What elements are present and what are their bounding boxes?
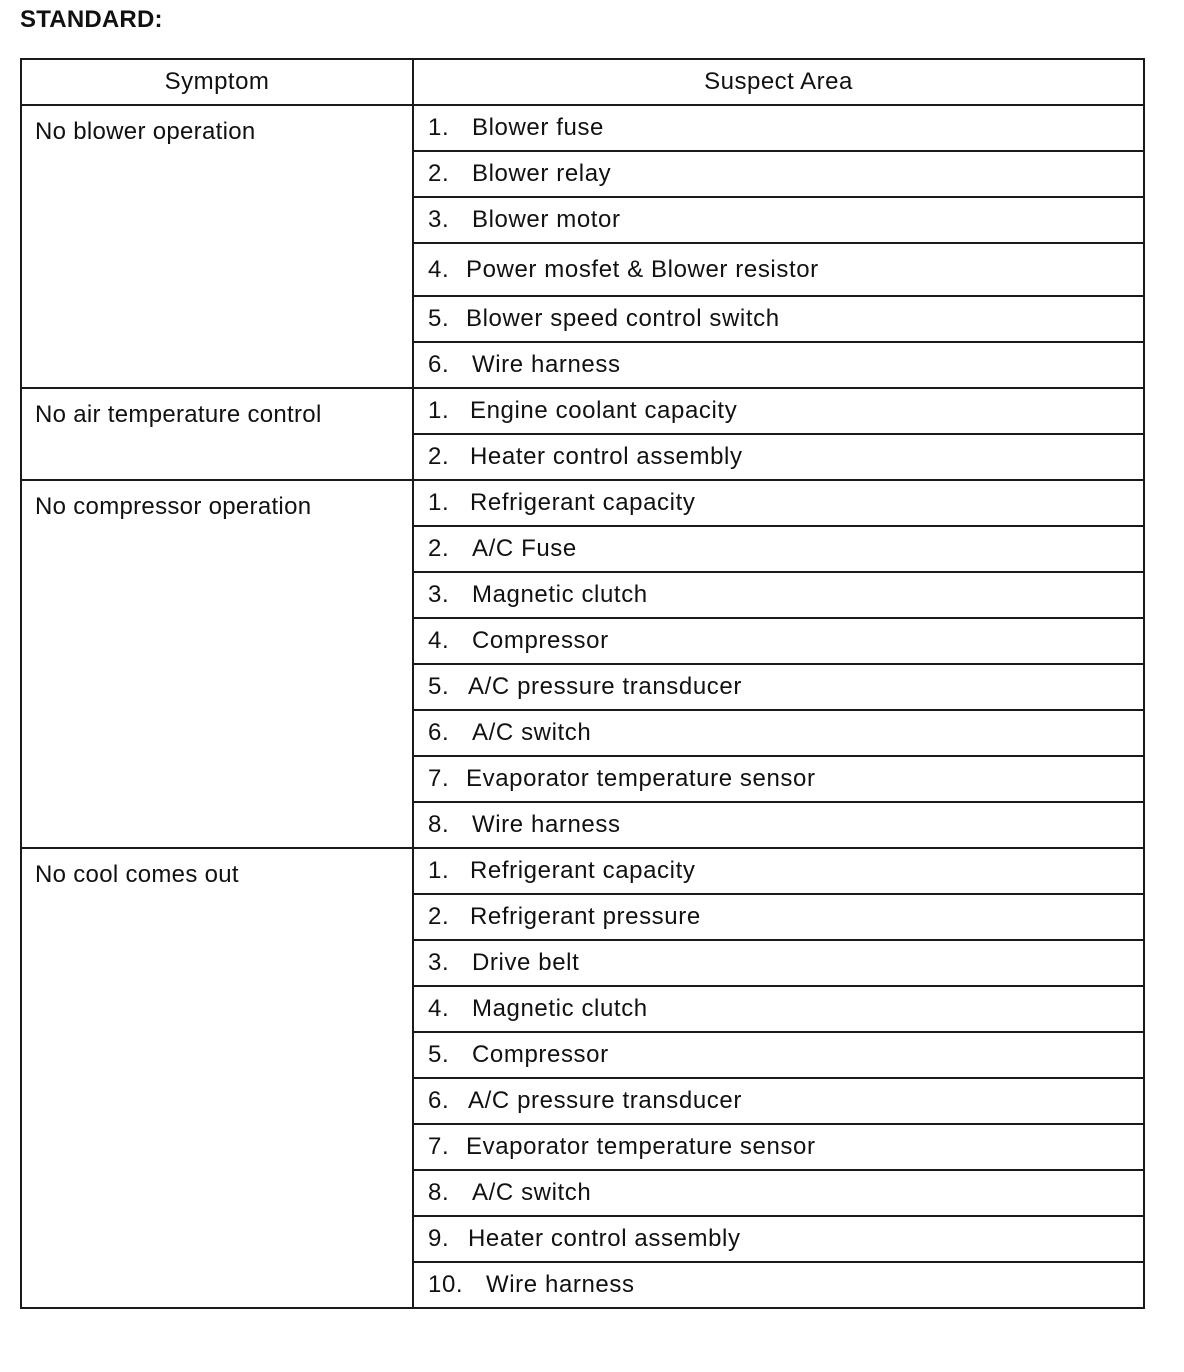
suspect-area-cell <box>413 480 1144 526</box>
item-number: 4. <box>428 255 450 283</box>
item-text: Blower motor <box>472 206 621 233</box>
item-number: 5. <box>428 1041 450 1068</box>
suspect-area-cell <box>413 710 1144 756</box>
symptom-cell: No cool comes out <box>21 848 413 1308</box>
item-text: A/C Fuse <box>472 535 577 562</box>
item-text: Wire harness <box>472 811 621 838</box>
table-row <box>21 105 1144 151</box>
table-header-row <box>21 59 1144 105</box>
suspect-area-cell <box>413 848 1144 894</box>
item-text: Engine coolant capacity <box>470 397 738 424</box>
item-text: Blower fuse <box>472 114 604 141</box>
item-number: 3. <box>428 949 450 976</box>
item-number: 8. <box>428 811 450 838</box>
item-number: 5. <box>428 305 450 332</box>
item-text: Refrigerant pressure <box>470 903 701 930</box>
symptom-cell: No compressor operation <box>21 480 413 848</box>
item-text: Drive belt <box>472 949 580 976</box>
suspect-area-cell <box>413 618 1144 664</box>
suspect-area-cell <box>413 1124 1144 1170</box>
item-number: 1. <box>428 114 450 141</box>
item-text: A/C pressure transducer <box>468 1087 742 1114</box>
suspect-area-cell <box>413 894 1144 940</box>
suspect-area-cell <box>413 526 1144 572</box>
suspect-area-cell <box>413 151 1144 197</box>
suspect-area-cell <box>413 105 1144 151</box>
item-number: 6. <box>428 351 450 378</box>
item-text: Magnetic clutch <box>472 995 648 1022</box>
symptom-cell: No air temperature control <box>21 388 413 480</box>
item-text: Evaporator temperature sensor <box>466 765 816 792</box>
suspect-area-cell <box>413 388 1144 434</box>
item-text: A/C switch <box>472 1179 592 1206</box>
table-row <box>21 848 1144 894</box>
item-number: 2. <box>428 903 450 930</box>
item-text: Heater control assembly <box>470 443 743 470</box>
item-number: 1. <box>428 397 450 424</box>
suspect-area-cell <box>413 342 1144 388</box>
item-text: Heater control assembly <box>468 1225 741 1252</box>
item-text: Blower relay <box>472 160 612 187</box>
item-text: A/C switch <box>472 719 592 746</box>
item-number: 7. <box>428 1133 450 1160</box>
suspect-area-cell <box>413 986 1144 1032</box>
suspect-area-cell <box>413 296 1144 342</box>
table-row <box>21 388 1144 434</box>
item-number: 5. <box>428 673 450 700</box>
item-number: 6. <box>428 1087 450 1114</box>
item-number: 2. <box>428 160 450 187</box>
suspect-area-cell <box>413 434 1144 480</box>
item-number: 2. <box>428 443 450 470</box>
suspect-area-cell <box>413 197 1144 243</box>
item-number: 3. <box>428 581 450 608</box>
item-text: Refrigerant capacity <box>470 857 696 884</box>
item-text: Blower speed control switch <box>466 305 780 332</box>
suspect-area-cell <box>413 1032 1144 1078</box>
suspect-area-cell <box>413 243 1144 296</box>
item-text: A/C pressure transducer <box>468 673 742 700</box>
troubleshooting-table <box>20 58 1145 1309</box>
item-text: Refrigerant capacity <box>470 489 696 516</box>
item-text: Evaporator temperature sensor <box>466 1133 816 1160</box>
symptom-column-header: Symptom <box>21 59 413 105</box>
item-number: 7. <box>428 765 450 792</box>
table-row <box>21 480 1144 526</box>
item-text: Wire harness <box>472 351 621 378</box>
item-number: 8. <box>428 1179 450 1206</box>
suspect-area-cell <box>413 1216 1144 1262</box>
item-number: 4. <box>428 995 450 1022</box>
suspect-area-cell <box>413 756 1144 802</box>
suspect-area-cell <box>413 940 1144 986</box>
item-number: 9. <box>428 1225 450 1252</box>
suspect-area-cell <box>413 572 1144 618</box>
suspect-area-cell <box>413 802 1144 848</box>
suspect-area-cell <box>413 664 1144 710</box>
item-number: 1. <box>428 489 450 516</box>
item-text: Wire harness <box>486 1271 635 1298</box>
suspect-area-column-header: Suspect Area <box>413 59 1144 105</box>
item-number: 4. <box>428 627 450 654</box>
item-number: 1. <box>428 857 450 884</box>
suspect-area-cell <box>413 1078 1144 1124</box>
item-text: Power mosfet & Blower resistor <box>466 255 819 283</box>
suspect-area-cell <box>413 1170 1144 1216</box>
item-number: 2. <box>428 535 450 562</box>
item-number: 6. <box>428 719 450 746</box>
symptom-cell: No blower operation <box>21 105 413 388</box>
page-heading: STANDARD: <box>20 6 163 33</box>
suspect-area-cell <box>413 1262 1144 1308</box>
item-number: 3. <box>428 206 450 233</box>
item-text: Magnetic clutch <box>472 581 648 608</box>
item-number: 10. <box>428 1271 464 1298</box>
item-text: Compressor <box>472 1041 609 1068</box>
item-text: Compressor <box>472 627 609 654</box>
